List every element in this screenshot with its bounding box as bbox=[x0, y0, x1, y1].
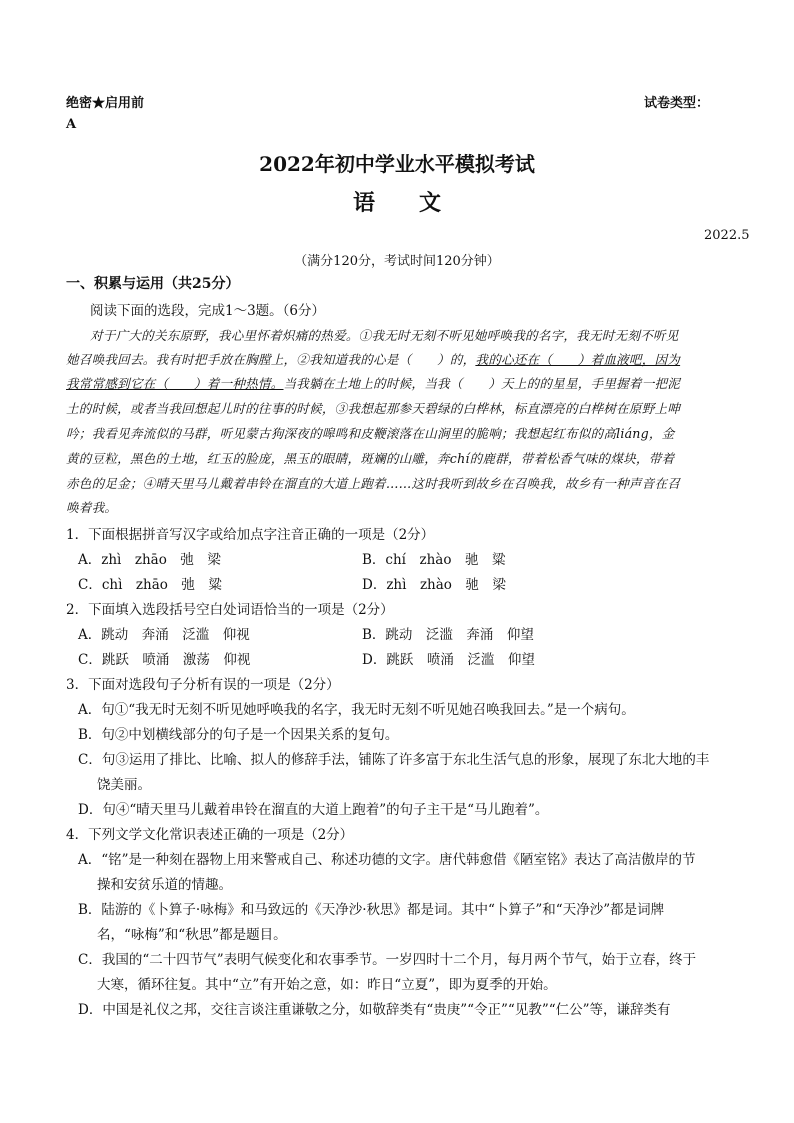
option-b: B．陆游的《卜算子·咏梅》和马致远的《天净沙·秋思》都是词。其中“卜算子”和“天净沙”都是词牌 bbox=[78, 902, 665, 918]
exam-title: 2022年初中学业水平模拟考试 bbox=[259, 152, 535, 176]
question-stem: 4．下列文学文化常识表述正确的一项是（2分） bbox=[66, 827, 354, 843]
passage-segment: 当我躺在土地上的时候，当我（ ）天上的的星星，手里握着一把泥 bbox=[283, 376, 681, 391]
option-d: D．zhì zhào 驰 梁 bbox=[362, 577, 506, 593]
section-heading: 一、积累与运用（共25分） bbox=[66, 276, 240, 292]
confidential-mark: 绝密★启用前 bbox=[66, 96, 145, 111]
passage-segment: 她召唤我回去。我有时把手放在胸膛上，②我知道我的心是（ ）的， bbox=[66, 352, 476, 367]
option-c: C．chì zhāo 弛 粱 bbox=[78, 577, 222, 593]
option-c: C．句③运用了排比、比喻、拟人的修辞手法，铺陈了许多富于东北生活气息的形象，展现了东北大地的丰 bbox=[78, 752, 710, 768]
option-b: B．跳动 泛滥 奔涌 仰望 bbox=[362, 627, 534, 643]
question-stem: 1．下面根据拼音写汉字或给加点字注音正确的一项是（2分） bbox=[66, 527, 435, 543]
passage-line: 吟；我看见奔流似的马群，听见蒙古狗深夜的嗥鸣和皮鞭滚落在山涧里的脆响；我想起红布似的高liáng，金 bbox=[66, 426, 675, 441]
question-stem: 2．下面填入选段括号空白处词语恰当的一项是（2分） bbox=[66, 602, 394, 618]
option-a: A．句①“我无时无刻不听见她呼唤我的名字，我无时无刻不听见她召唤我回去。”是一个病句。 bbox=[78, 702, 635, 718]
option-c: C．我国的“二十四节气”表明气候变化和农事季节。一岁四时十二个月，每月两个节气，始于立春，终于 bbox=[78, 952, 697, 968]
passage-line: 唤着我。 bbox=[66, 500, 118, 515]
passage-line bbox=[66, 373, 680, 392]
paper-type-value: A bbox=[66, 117, 77, 132]
exam-info: （满分120分，考试时间120分钟） bbox=[294, 254, 500, 269]
option-d: D．句④“晴天里马儿戴着串铃在溜直的大道上跑着”的句子主干是“马儿跑着”。 bbox=[78, 802, 549, 818]
passage-line: 对于广大的关东原野，我心里怀着炽痛的热爱。①我无时无刻不听见她呼唤我的名字，我无时无刻不听见 bbox=[90, 328, 679, 343]
subject-title: 语文 bbox=[352, 190, 485, 216]
passage-line: 土的时候，或者当我回想起儿时的往事的时候，③我想起那参天碧绿的白桦林，标直漂亮的白桦树在原野上呻 bbox=[66, 401, 681, 416]
option-a: A．zhì zhāo 弛 梁 bbox=[78, 552, 221, 568]
option-d: D．跳跃 喷涌 泛滥 仰望 bbox=[362, 652, 535, 668]
section-intro: 阅读下面的选段，完成1～3题。（6分） bbox=[90, 303, 326, 319]
paper-type-label: 试卷类型： bbox=[644, 96, 710, 111]
option-c-continued: 饶美丽。 bbox=[97, 777, 151, 793]
option-c-continued: 大寒，循环往复。其中“立”有开始之意，如：昨日“立夏”，即为夏季的开始。 bbox=[97, 977, 557, 993]
option-b: B．chí zhào 驰 粱 bbox=[362, 552, 506, 568]
option-a: A．跳动 奔涌 泛滥 仰视 bbox=[78, 627, 250, 643]
question-stem: 3．下面对选段句子分析有误的一项是（2分） bbox=[66, 677, 340, 693]
option-a-continued: 操和安贫乐道的情趣。 bbox=[97, 877, 232, 893]
underlined-sentence: 我常常感到它在（ ）着一种热情。 bbox=[66, 376, 284, 391]
option-d: D．中国是礼仪之邦，交往言谈注重谦敬之分，如敬辞类有“贵庚”“令正”“见教”“仁公”等，谦辞类有 bbox=[78, 1002, 671, 1018]
underlined-sentence: 我的心还在（ ）着血液吧，因为 bbox=[475, 352, 681, 367]
passage-line: 黄的豆粒，黑色的土地，红玉的脸庞，黑玉的眼睛，斑斓的山雕，奔chí的鹿群，带着松香气味的煤块，带着 bbox=[66, 451, 675, 466]
option-c: C．跳跃 喷涌 激荡 仰视 bbox=[78, 652, 251, 668]
option-b: B．句②中划横线部分的句子是一个因果关系的复句。 bbox=[78, 727, 399, 743]
option-a: A．“铭”是一种刻在器物上用来警戒自己、称述功德的文字。唐代韩愈借《陋室铭》表达了高洁傲岸的节 bbox=[78, 852, 696, 868]
passage-line: 赤色的足金；④晴天里马儿戴着串铃在溜直的大道上跑着……这时我听到故乡在召唤我，故乡有一种声音在召 bbox=[66, 476, 681, 491]
passage-line bbox=[66, 349, 680, 368]
exam-date: 2022.5 bbox=[704, 228, 750, 243]
option-b-continued: 名，“咏梅”和“秋思”都是题目。 bbox=[97, 927, 287, 943]
